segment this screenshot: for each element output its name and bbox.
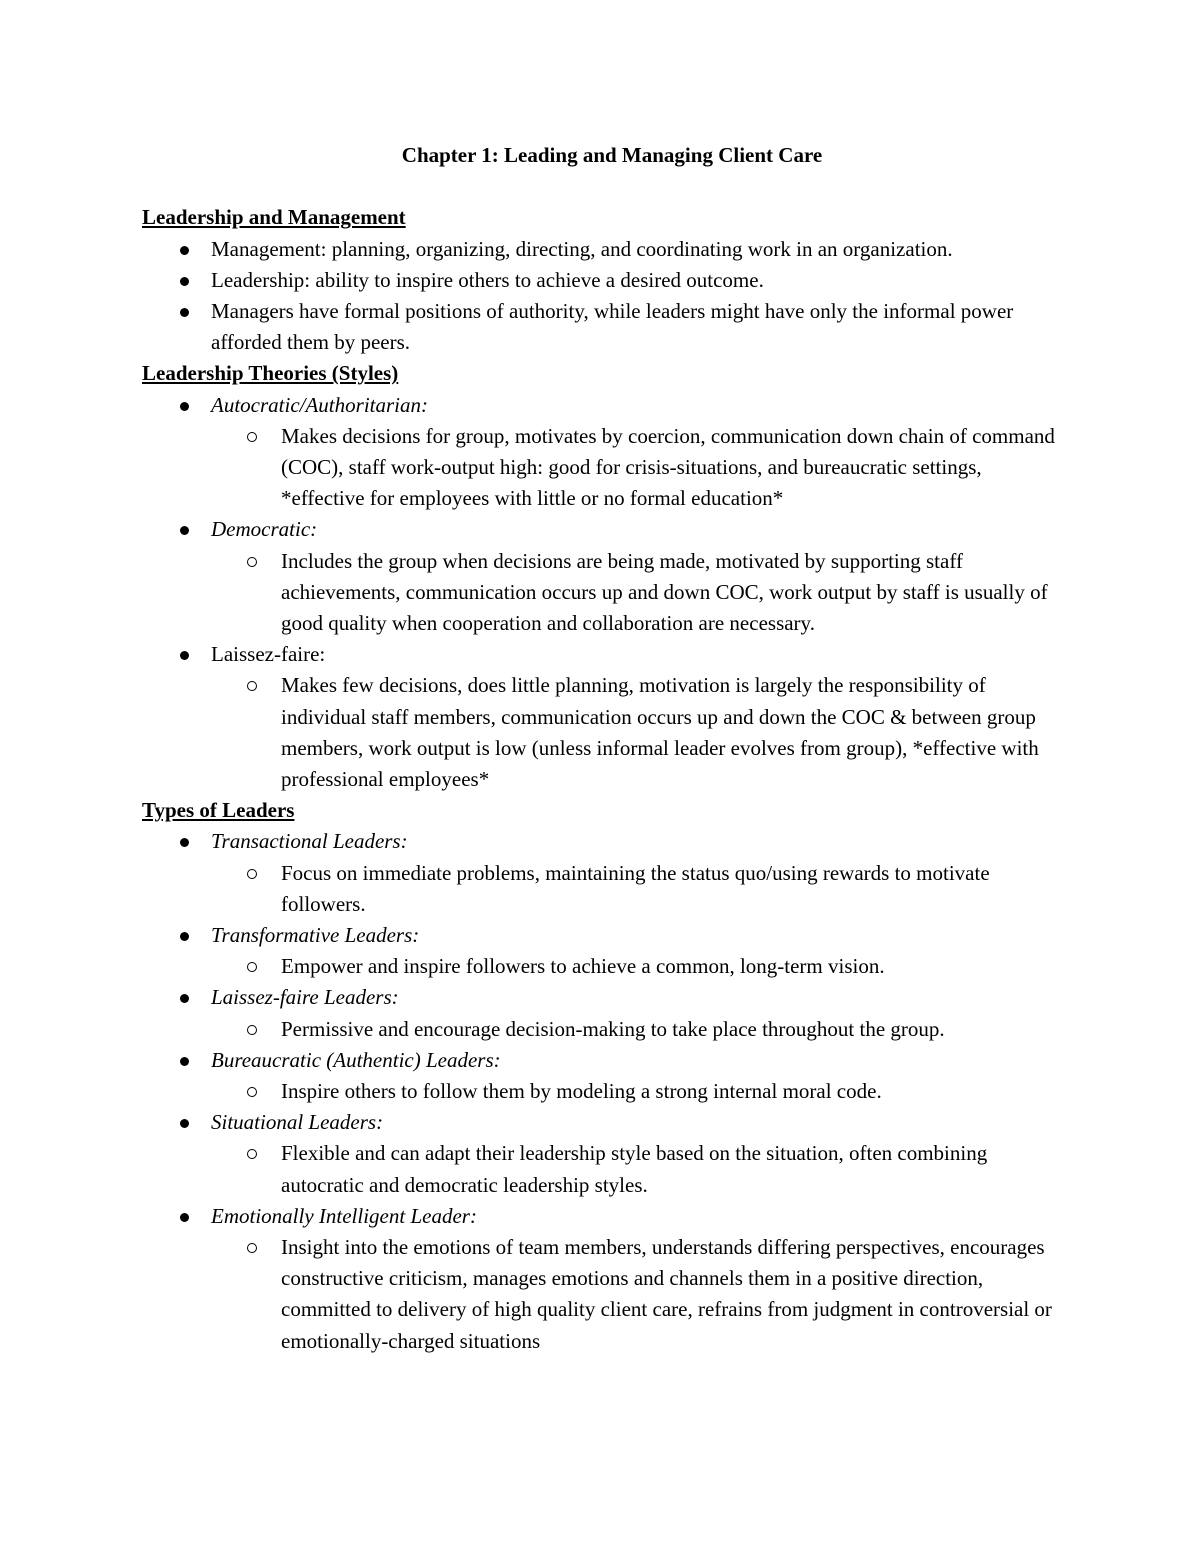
- leader-type-label: Transactional Leaders:: [211, 829, 408, 854]
- page-title: Chapter 1: Leading and Managing Client Care: [401, 143, 823, 167]
- filled-bullet-icon: [180, 838, 189, 847]
- sub-bullet-list: [211, 1014, 1062, 1045]
- sub-bullet-list: [211, 1138, 1062, 1200]
- sub-bullet-list: [211, 1232, 1062, 1357]
- sub-list-item-text: Permissive and encourage decision-making to take place throughout the group.: [281, 1016, 945, 1041]
- filled-bullet-icon: [180, 308, 189, 317]
- list-item-text: Leadership: ability to inspire others to achieve a desired outcome.: [211, 267, 764, 292]
- filled-bullet-icon: [180, 651, 189, 660]
- leader-type-label: Transformative Leaders:: [211, 923, 420, 948]
- sub-list-item-text: Makes few decisions, does little planning, motivation is largely the responsibility of individual staff members, communication occurs up and down the COC & between group members, work output is low (unless informal leader evolves from group), *effective with professional employees*: [281, 673, 1039, 792]
- hollow-bullet-icon: [247, 1025, 257, 1035]
- list-item: [142, 296, 1062, 358]
- hollow-bullet-icon: [247, 432, 257, 442]
- sub-list-item-text: Focus on immediate problems, maintaining the status quo/using rewards to motivate followers.: [281, 860, 990, 916]
- hollow-bullet-icon: [247, 681, 257, 691]
- sub-list-item: [209, 1076, 1062, 1107]
- sub-list-item: [209, 858, 1062, 920]
- bullet-list: [142, 826, 1062, 1356]
- sub-list-item: [209, 1138, 1062, 1200]
- bullet-list: [142, 234, 1062, 359]
- list-item: [142, 639, 1062, 795]
- style-label: Laissez-faire:: [211, 642, 326, 667]
- list-item: [142, 920, 1062, 982]
- bullet-list: [142, 390, 1062, 796]
- document-page: [142, 140, 1062, 1357]
- filled-bullet-icon: [180, 1057, 189, 1066]
- list-item: [142, 1045, 1062, 1107]
- sub-list-item: [209, 670, 1062, 795]
- hollow-bullet-icon: [247, 557, 257, 567]
- sub-list-item-text: Insight into the emotions of team members, understands differing perspectives, encourages constructive criticism, manages emotions and channels them in a positive direction, committed to delivery of high quality client care, refrains from judgment in controversial or emotionally-charged situations: [281, 1235, 1052, 1353]
- list-item: [142, 390, 1062, 515]
- filled-bullet-icon: [180, 932, 189, 941]
- filled-bullet-icon: [180, 994, 189, 1003]
- list-item: [142, 265, 1062, 296]
- sub-list-item: [209, 421, 1062, 515]
- hollow-bullet-icon: [247, 1243, 257, 1253]
- list-item: [142, 826, 1062, 920]
- filled-bullet-icon: [180, 1119, 189, 1128]
- filled-bullet-icon: [180, 1213, 189, 1222]
- blank-line: [142, 171, 1062, 202]
- list-item: [142, 234, 1062, 265]
- sub-list-item: [209, 546, 1062, 640]
- section-heading-leadership-and-management: Leadership and Management: [142, 205, 406, 230]
- sub-list-item-text: Inspire others to follow them by modeling a strong internal moral code.: [281, 1079, 882, 1104]
- sub-bullet-list: [211, 421, 1062, 515]
- section-heading-leadership-theories: Leadership Theories (Styles): [142, 361, 399, 386]
- hollow-bullet-icon: [247, 869, 257, 879]
- sub-list-item: [209, 1014, 1062, 1045]
- sub-list-item-text: Makes decisions for group, motivates by coercion, communication down chain of command (COC), staff work-output high: good for crisis-situations, and bureaucratic settings, *effective for employees with little or no formal education*: [281, 423, 1055, 511]
- leader-type-label: Emotionally Intelligent Leader:: [211, 1203, 477, 1228]
- leader-type-label: Laissez-faire Leaders:: [211, 985, 399, 1010]
- hollow-bullet-icon: [247, 1149, 257, 1159]
- sub-list-item-text: Flexible and can adapt their leadership style based on the situation, often combining autocratic and democratic leadership styles.: [281, 1141, 988, 1197]
- list-item: [142, 1107, 1062, 1201]
- sub-bullet-list: [211, 858, 1062, 920]
- leader-type-label: Situational Leaders:: [211, 1110, 384, 1135]
- style-label: Autocratic/Authoritarian:: [211, 392, 428, 417]
- list-item-text: Management: planning, organizing, directing, and coordinating work in an organization.: [211, 236, 953, 261]
- sub-bullet-list: [211, 546, 1062, 640]
- sub-list-item: [209, 951, 1062, 982]
- list-item-text: Managers have formal positions of authority, while leaders might have only the informal power afforded them by peers.: [211, 298, 1014, 355]
- filled-bullet-icon: [180, 402, 189, 411]
- sub-list-item: [209, 1232, 1062, 1357]
- list-item: [142, 982, 1062, 1044]
- list-item: [142, 514, 1062, 639]
- filled-bullet-icon: [180, 526, 189, 535]
- filled-bullet-icon: [180, 246, 189, 255]
- sub-list-item-text: Includes the group when decisions are being made, motivated by supporting staff achievements, communication occurs up and down COC, work output by staff is usually of good quality when cooperation and collaboration are necessary.: [281, 548, 1048, 636]
- sub-list-item-text: Empower and inspire followers to achieve a common, long-term vision.: [281, 954, 885, 979]
- leader-type-label: Bureaucratic (Authentic) Leaders:: [211, 1047, 501, 1072]
- filled-bullet-icon: [180, 277, 189, 286]
- style-label: Democratic:: [211, 517, 318, 542]
- sub-bullet-list: [211, 670, 1062, 795]
- hollow-bullet-icon: [247, 1087, 257, 1097]
- section-heading-types-of-leaders: Types of Leaders: [142, 798, 295, 823]
- list-item: [142, 1201, 1062, 1357]
- hollow-bullet-icon: [247, 962, 257, 972]
- sub-bullet-list: [211, 951, 1062, 982]
- sub-bullet-list: [211, 1076, 1062, 1107]
